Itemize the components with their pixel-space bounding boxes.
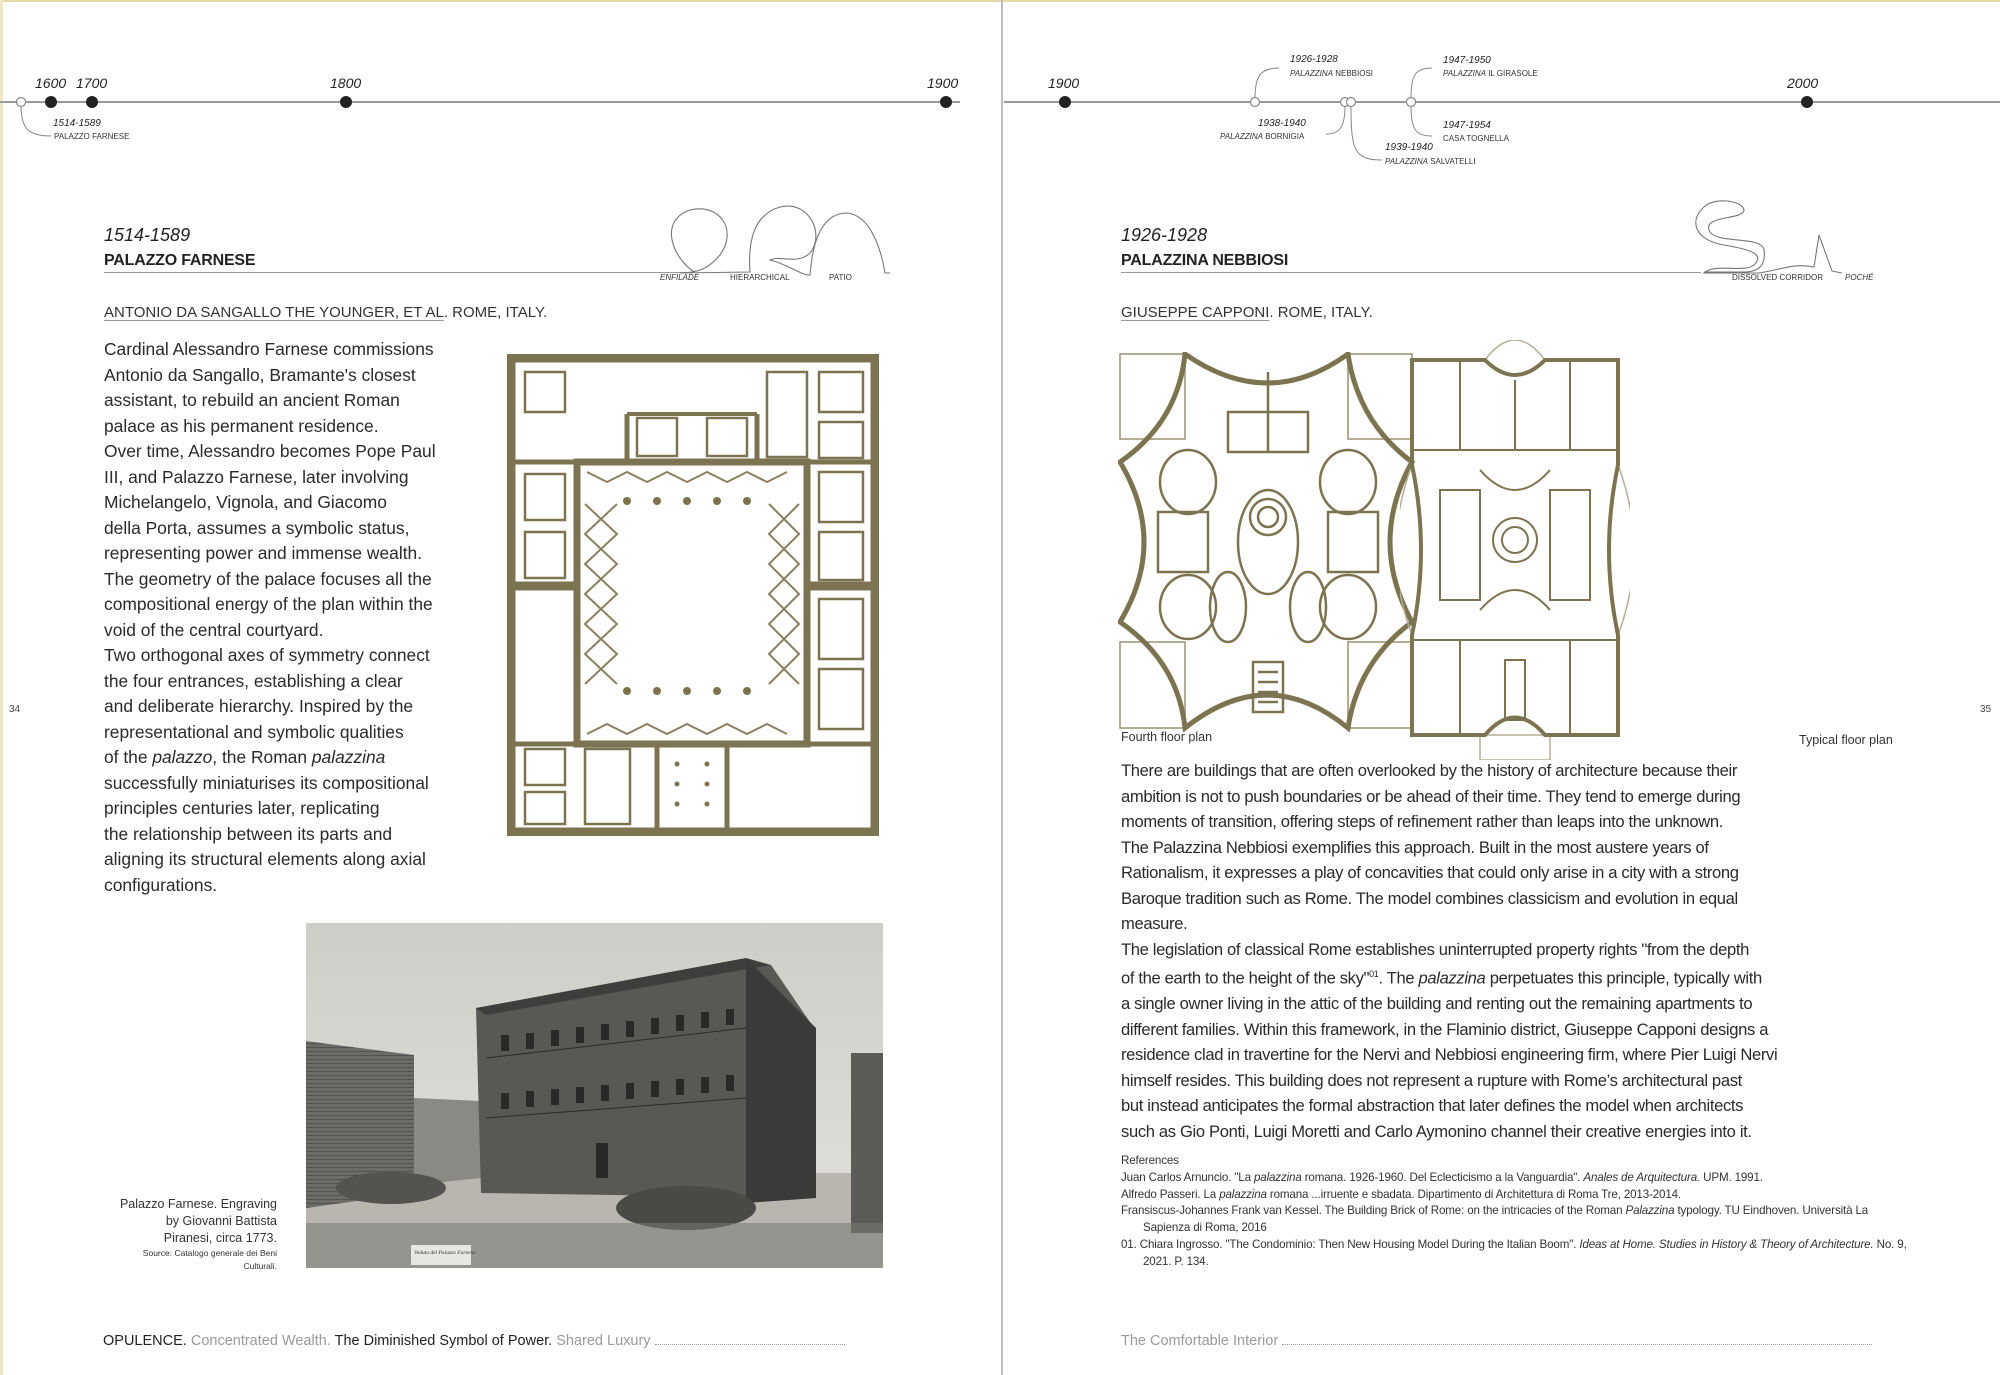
architect-credit bbox=[104, 304, 547, 321]
body-line: the four entrances, establishing a clear bbox=[104, 670, 403, 691]
palazzo-farnese-plan bbox=[507, 354, 879, 836]
footer-leader-dots bbox=[1282, 1343, 1872, 1345]
timeline-leader bbox=[1411, 106, 1432, 136]
body-line: of the earth to the height of the sky"$^{01}$. The palazzina perpetuates this principle, typically with bbox=[1121, 968, 1762, 988]
caption-source: Source: Catalogo generale dei Beni bbox=[142, 1248, 277, 1258]
engraving-inscription: Veduta del Palazzo Farnese bbox=[414, 1250, 476, 1256]
timeline-event-name: PALAZZINA SALVATELLI bbox=[1385, 157, 1476, 166]
diagram-line bbox=[1696, 201, 1842, 273]
body-line: void of the central courtyard. bbox=[104, 619, 324, 640]
engraving-caption bbox=[90, 1196, 277, 1273]
footnote-marker[interactable]: 01 bbox=[1369, 969, 1379, 979]
body-line: such as Gio Ponti, Luigi Moretti and Carlo Aymonino channel their creative energies into it. bbox=[1121, 1121, 1752, 1141]
architect-credit bbox=[1121, 304, 1373, 321]
diagram-label-hierarchical: HIERARCHICAL bbox=[730, 273, 790, 282]
timeline-event-dates: 1514-1589 bbox=[53, 118, 101, 129]
page-gutter bbox=[1001, 0, 1003, 1375]
footer-section[interactable]: The Comfortable Interior bbox=[1121, 1333, 1279, 1349]
body-line: Cardinal Alessandro Farnese commissions bbox=[104, 339, 434, 359]
body-line: Antonio da Sangallo, Bramante's closest bbox=[104, 364, 416, 385]
timeline-event-dates: 1926-1928 bbox=[1290, 54, 1338, 65]
reference-item: Fransiscus-Johannes Frank van Kessel. The Building Brick of Rome: on the intricacies of the Roman Palazzina typology. TU Eindhoven. Università La Sapienza di Roma, 2016 bbox=[1121, 1204, 1869, 1235]
plan-caption-fourth: Fourth floor plan bbox=[1121, 730, 1213, 744]
body-line: Michelangelo, Vignola, and Giacomo bbox=[104, 492, 387, 512]
caption-line: Palazzo Farnese. Engraving bbox=[119, 1197, 277, 1211]
body-line: There are buildings that are often overlooked by the history of architecture because their bbox=[1121, 761, 1738, 780]
circulation-diagram bbox=[1684, 195, 1904, 285]
body-line: representing power and immense wealth. bbox=[104, 543, 423, 563]
footer-chapter[interactable]: OPULENCE. bbox=[103, 1333, 187, 1349]
body-line: aligning its structural elements along axial bbox=[104, 849, 426, 869]
body-line: of the palazzo, the Roman palazzina bbox=[104, 747, 386, 767]
body-line: assistant, to rebuild an ancient Roman bbox=[104, 390, 400, 410]
references-heading: References bbox=[1121, 1154, 1179, 1167]
location: . ROME, ITALY. bbox=[443, 304, 548, 321]
body-line: himself resides. This building does not represent a rupture with Rome’s architectural past bbox=[1121, 1070, 1742, 1090]
building-dates: 1926-1928 bbox=[1121, 225, 1208, 245]
typical-floor-plan bbox=[1400, 340, 1630, 760]
building-title: PALAZZINA NEBBIOSI bbox=[1121, 252, 1289, 269]
timeline-year: 1900 bbox=[1048, 75, 1080, 91]
architect-name: GIUSEPPE CAPPONI bbox=[1121, 304, 1270, 321]
body-line: successfully miniaturises its compositional bbox=[104, 772, 429, 793]
footer-section[interactable]: Concentrated Wealth. bbox=[186, 1333, 331, 1349]
page-number: 35 bbox=[1980, 704, 1992, 715]
body-line: The geometry of the palace focuses all the bbox=[104, 568, 432, 589]
body-line: a single owner living in the attic of the building and renting out the remaining apartments to bbox=[1121, 994, 1753, 1014]
circulation-diagram bbox=[650, 195, 890, 285]
timeline-year: 1600 bbox=[35, 75, 67, 91]
timeline-event-name: PALAZZINA IL GIRASOLE bbox=[1443, 69, 1538, 78]
timeline-year: 1900 bbox=[927, 75, 959, 91]
footer-nav bbox=[1121, 1333, 1872, 1349]
body-line: III, and Palazzo Farnese, later involving bbox=[104, 466, 409, 487]
body-text bbox=[1121, 758, 1911, 1144]
timeline-year-dot bbox=[1059, 96, 1071, 108]
timeline-year: 1700 bbox=[76, 75, 108, 91]
body-line: but instead anticipates the formal abstraction that later defines the model when architects bbox=[1121, 1096, 1744, 1116]
fourth-floor-plan bbox=[1118, 352, 1418, 732]
body-text bbox=[104, 337, 484, 898]
diagram-label-poche: POCHÉ bbox=[1845, 273, 1874, 282]
footer-leader-dots bbox=[655, 1343, 845, 1345]
timeline-event-dot bbox=[1251, 98, 1260, 107]
body-line: moments of transition, offering steps of refinement rather than leaps into the unknown. bbox=[1121, 812, 1724, 831]
body-line: residence clad in travertine for the Nervi and Nebbiosi engineering firm, where Pier Luigi Nervi bbox=[1121, 1045, 1778, 1065]
plan-caption-typical: Typical floor plan bbox=[1799, 733, 1893, 747]
body-line: the relationship between its parts and bbox=[104, 823, 393, 844]
timeline-leader bbox=[1326, 106, 1345, 134]
timeline-leader bbox=[1255, 68, 1279, 98]
timeline-leader bbox=[1351, 106, 1382, 160]
footer-section[interactable]: Shared Luxury bbox=[552, 1333, 651, 1349]
timeline-event-name: PALAZZINA NEBBIOSI bbox=[1290, 69, 1373, 78]
timeline-year-dot bbox=[1801, 96, 1813, 108]
diagram-line bbox=[671, 206, 890, 275]
timeline-event-dates: 1947-1954 bbox=[1443, 120, 1491, 131]
body-line: della Porta, assumes a symbolic status, bbox=[104, 517, 410, 538]
caption-source: Culturali. bbox=[243, 1261, 277, 1271]
body-line: different families. Within this framework, in the Flaminio district, Giuseppe Capponi designs a bbox=[1121, 1019, 1769, 1039]
timeline-event-dates: 1939-1940 bbox=[1385, 142, 1433, 153]
body-line: principles centuries later, replicating bbox=[104, 798, 380, 818]
location: . ROME, ITALY. bbox=[1269, 304, 1373, 321]
caption-line: Piranesi, circa 1773. bbox=[163, 1231, 277, 1245]
timeline-event-dot bbox=[17, 98, 26, 107]
body-line: Rationalism, it expresses a play of concavities that could only arise in a city with a strong bbox=[1121, 863, 1739, 882]
body-line: compositional energy of the plan within the bbox=[104, 594, 433, 614]
timeline-year-dot bbox=[940, 96, 952, 108]
body-line: The Palazzina Nebbiosi exemplifies this approach. Built in the most austere years of bbox=[1121, 837, 1709, 857]
timeline-year-dot bbox=[86, 96, 98, 108]
reference-item: Alfredo Passeri. La palazzina romana ...irruente e sbadata. Dipartimento di Architettura di Roma Tre, 2013-2014. bbox=[1121, 1187, 1681, 1201]
building-dates: 1514-1589 bbox=[104, 225, 191, 245]
footer-nav bbox=[103, 1333, 845, 1349]
body-line: measure. bbox=[1121, 914, 1188, 933]
reference-item: Juan Carlos Arnuncio. "La palazzina romana. 1926-1960. Del Eclecticismo a la Vanguardia". Anales de Arquitectura. UPM. 1991. bbox=[1121, 1170, 1763, 1184]
diagram-label-dissolved-corridor: DISSOLVED CORRIDOR bbox=[1732, 273, 1823, 282]
timeline-event-name: PALAZZO FARNESE bbox=[54, 132, 130, 141]
timeline-event-dot bbox=[1347, 98, 1356, 107]
diagram-label-patio: PATIO bbox=[829, 273, 852, 282]
body-line: Two orthogonal axes of symmetry connect bbox=[104, 645, 430, 665]
body-line: representational and symbolic qualities bbox=[104, 721, 404, 742]
body-line: The legislation of classical Rome establishes uninterrupted property rights "from the depth bbox=[1121, 939, 1749, 959]
body-line: configurations. bbox=[104, 874, 218, 895]
timeline-event-dot bbox=[1407, 98, 1416, 107]
timeline-leader bbox=[1411, 68, 1432, 98]
body-line: Baroque tradition such as Rome. The model combines classicism and evolution in equal bbox=[1121, 888, 1738, 908]
heading-rule bbox=[1121, 272, 1701, 273]
body-line: and deliberate hierarchy. Inspired by the bbox=[104, 696, 414, 716]
architect-name: ANTONIO DA SANGALLO THE YOUNGER, ET AL bbox=[104, 304, 444, 321]
timeline-year: 1800 bbox=[330, 75, 362, 91]
timeline-event-dates: 1947-1950 bbox=[1443, 55, 1491, 66]
heading-rule bbox=[104, 272, 694, 273]
body-line: palace as his permanent residence. bbox=[104, 415, 379, 436]
reference-item: 01. Chiara Ingrosso. "The Condominio: Then New Housing Model During the Italian Boom". Ideas at Home. Studies in History & Theory of Architecture. No. 9, 2021. P. 134. bbox=[1121, 1237, 1907, 1268]
timeline-year-dot bbox=[45, 96, 57, 108]
timeline-left bbox=[0, 60, 1000, 150]
timeline-event-dates: 1938-1940 bbox=[1258, 118, 1306, 129]
timeline-leader bbox=[21, 106, 51, 136]
caption-line: by Giovanni Battista bbox=[165, 1214, 277, 1228]
building-title: PALAZZO FARNESE bbox=[104, 252, 256, 269]
piranesi-engraving bbox=[306, 923, 883, 1268]
timeline-year: 2000 bbox=[1787, 75, 1819, 91]
diagram-label-enfilade: ENFILADE bbox=[660, 273, 700, 282]
references bbox=[1121, 1153, 1911, 1271]
page-number: 34 bbox=[9, 704, 21, 715]
footer-section-current[interactable]: The Diminished Symbol of Power. bbox=[330, 1333, 553, 1349]
body-line: Over time, Alessandro becomes Pope Paul bbox=[104, 441, 436, 461]
timeline-year-dot bbox=[340, 96, 352, 108]
timeline-event-name: PALAZZINA BORNIGIA bbox=[1220, 132, 1305, 141]
body-line: ambition is not to push boundaries or be ahead of their time. They tend to emerge during bbox=[1121, 786, 1741, 806]
right-page bbox=[1004, 0, 2000, 1375]
timeline-event-name: CASA TOGNELLA bbox=[1443, 134, 1509, 143]
